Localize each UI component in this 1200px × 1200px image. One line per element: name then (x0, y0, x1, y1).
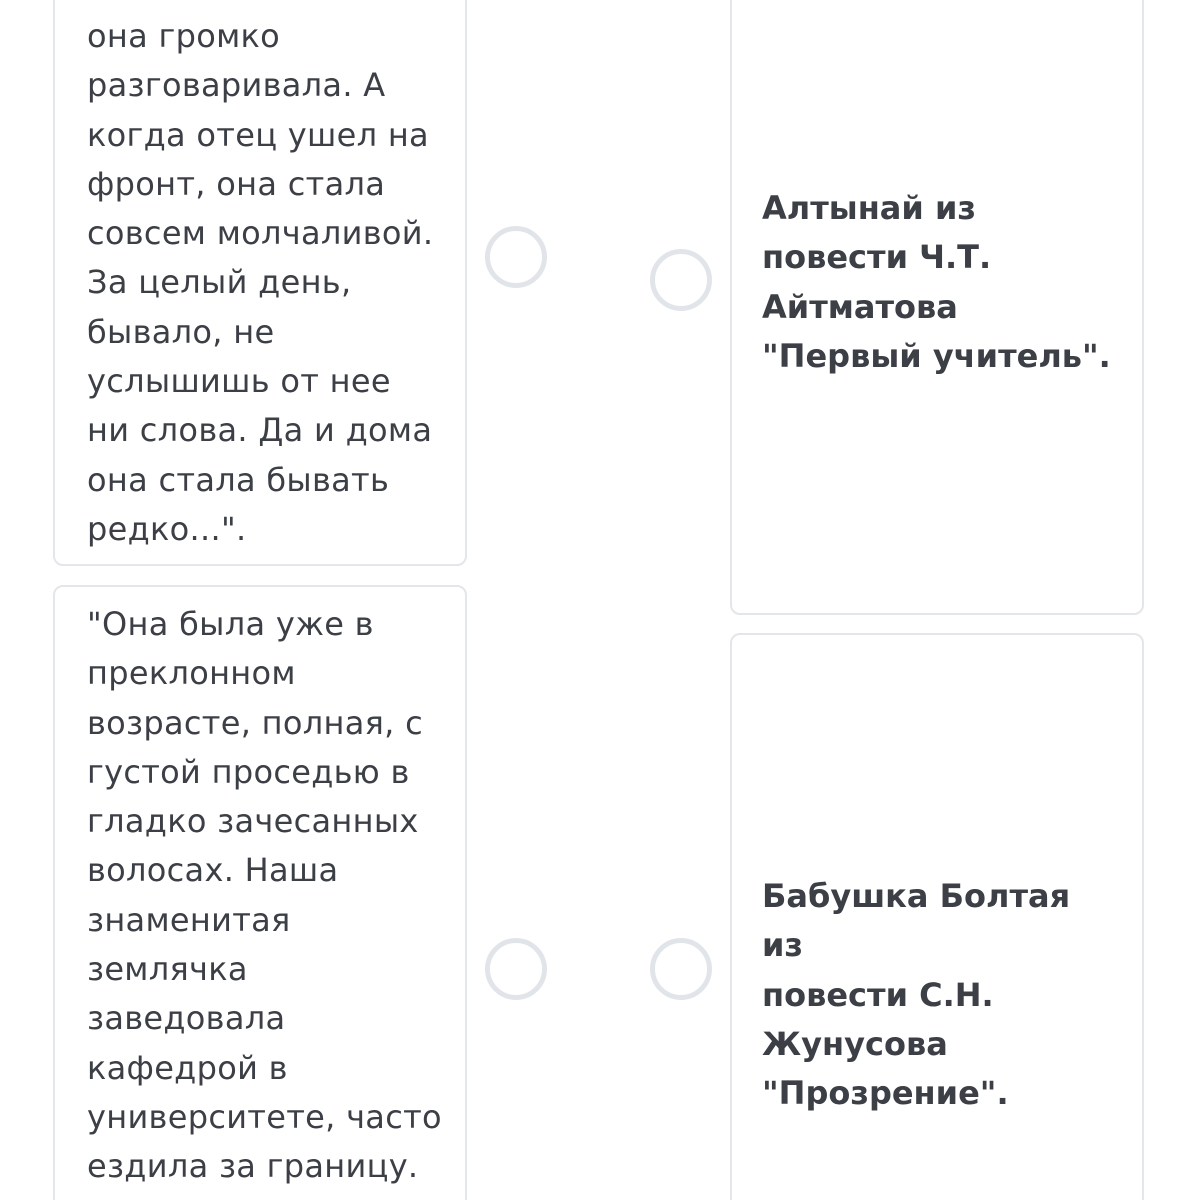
left-option-card-1[interactable] (53, 0, 467, 566)
right-connector-radio-2[interactable] (650, 938, 712, 1000)
left-option-text-1: она громко разговаривала. А когда отец ушел на фронт, она стала совсем молчаливой. За целый день, бывало, не услышишь от нее ни слова. Да и дома она стала бывать редко...". (87, 17, 434, 548)
left-connector-radio-2[interactable] (485, 938, 547, 1000)
right-option-card-2[interactable] (730, 633, 1144, 1200)
right-option-text-1: Алтынай из повести Ч.Т. Айтматова "Первый учитель". (762, 189, 1111, 375)
right-option-card-1[interactable] (730, 0, 1144, 615)
right-option-text-2: Бабушка Болтая из повести С.Н. Жунусова "Прозрение". (762, 877, 1071, 1113)
right-connector-radio-1[interactable] (650, 249, 712, 311)
left-connector-radio-1[interactable] (485, 226, 547, 288)
left-option-card-2[interactable] (53, 585, 467, 1200)
left-option-text-2: "Она была уже в преклонном возрасте, полная, с густой проседью в гладко зачесанных волосах. Наша знаменитая землячка заведовала кафедрой в университете, часто ездила за границу. (87, 605, 442, 1186)
